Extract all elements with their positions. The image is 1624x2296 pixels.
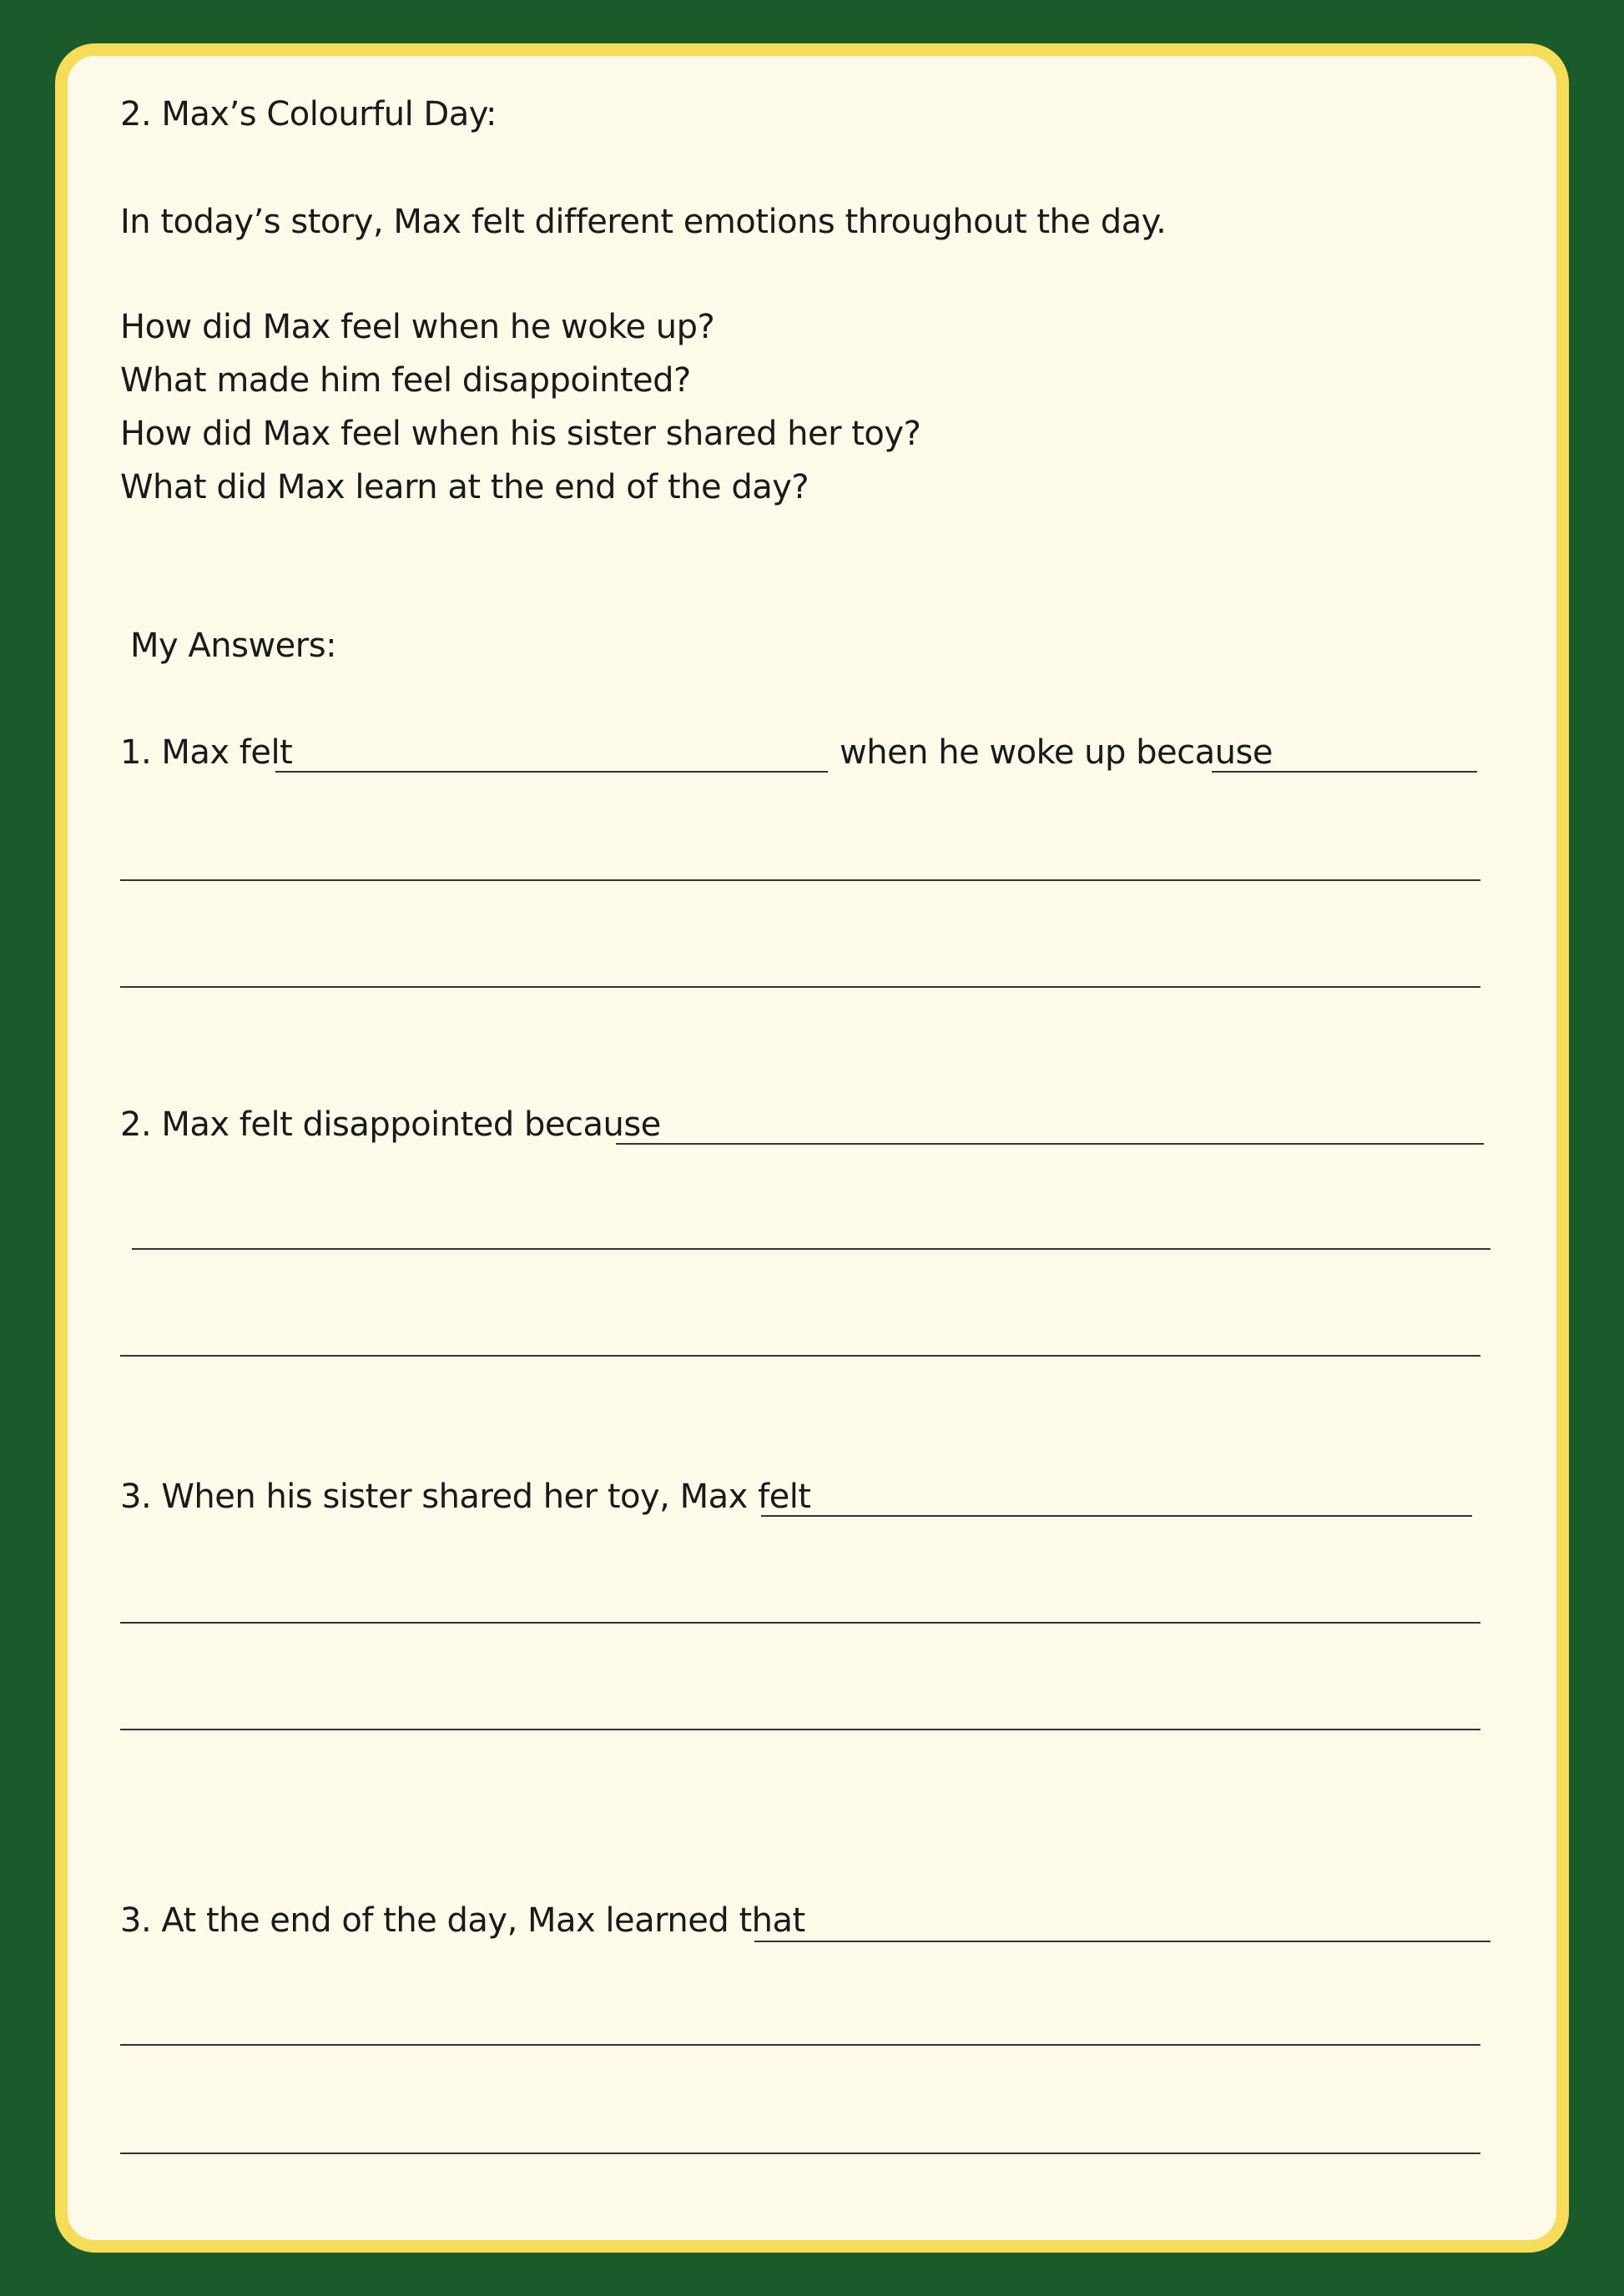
answer-3-line-2[interactable] [120, 1622, 1480, 1624]
answers-heading: My Answers: [130, 627, 337, 665]
answer-2-blank[interactable] [616, 1143, 1484, 1145]
question-3: How did Max feel when his sister shared her toy? [120, 415, 921, 453]
answer-2-line-3[interactable] [120, 1355, 1480, 1357]
answer-4-blank[interactable] [754, 1941, 1490, 1942]
answer-3-prompt: 3. When his sister shared her toy, Max felt [120, 1478, 811, 1516]
question-1: How did Max feel when he woke up? [120, 308, 715, 346]
answer-2-prompt: 2. Max felt disappointed because [120, 1105, 661, 1144]
answer-1-prompt-continued: when he woke up because [840, 733, 1273, 772]
answer-1-line-2[interactable] [120, 879, 1480, 881]
answer-1-blank-reason[interactable] [1212, 771, 1477, 773]
answer-2-line-2[interactable] [132, 1248, 1490, 1250]
answer-1-line-3[interactable] [120, 986, 1480, 988]
answer-3-line-3[interactable] [120, 1729, 1480, 1730]
answer-4-line-2[interactable] [120, 2044, 1480, 2046]
answer-4-line-3[interactable] [120, 2152, 1480, 2154]
answer-1-blank-feeling[interactable] [275, 771, 828, 773]
worksheet-title: 2. Max’s Colourful Day: [120, 95, 497, 133]
question-4: What did Max learn at the end of the day? [120, 468, 809, 506]
answer-1-prompt: 1. Max felt [120, 733, 293, 772]
intro-text: In today’s story, Max felt different emotions throughout the day. [120, 203, 1167, 241]
answer-3-blank[interactable] [761, 1515, 1472, 1517]
answer-4-prompt: 3. At the end of the day, Max learned that [120, 1901, 805, 1940]
question-2: What made him feel disappointed? [120, 361, 691, 400]
